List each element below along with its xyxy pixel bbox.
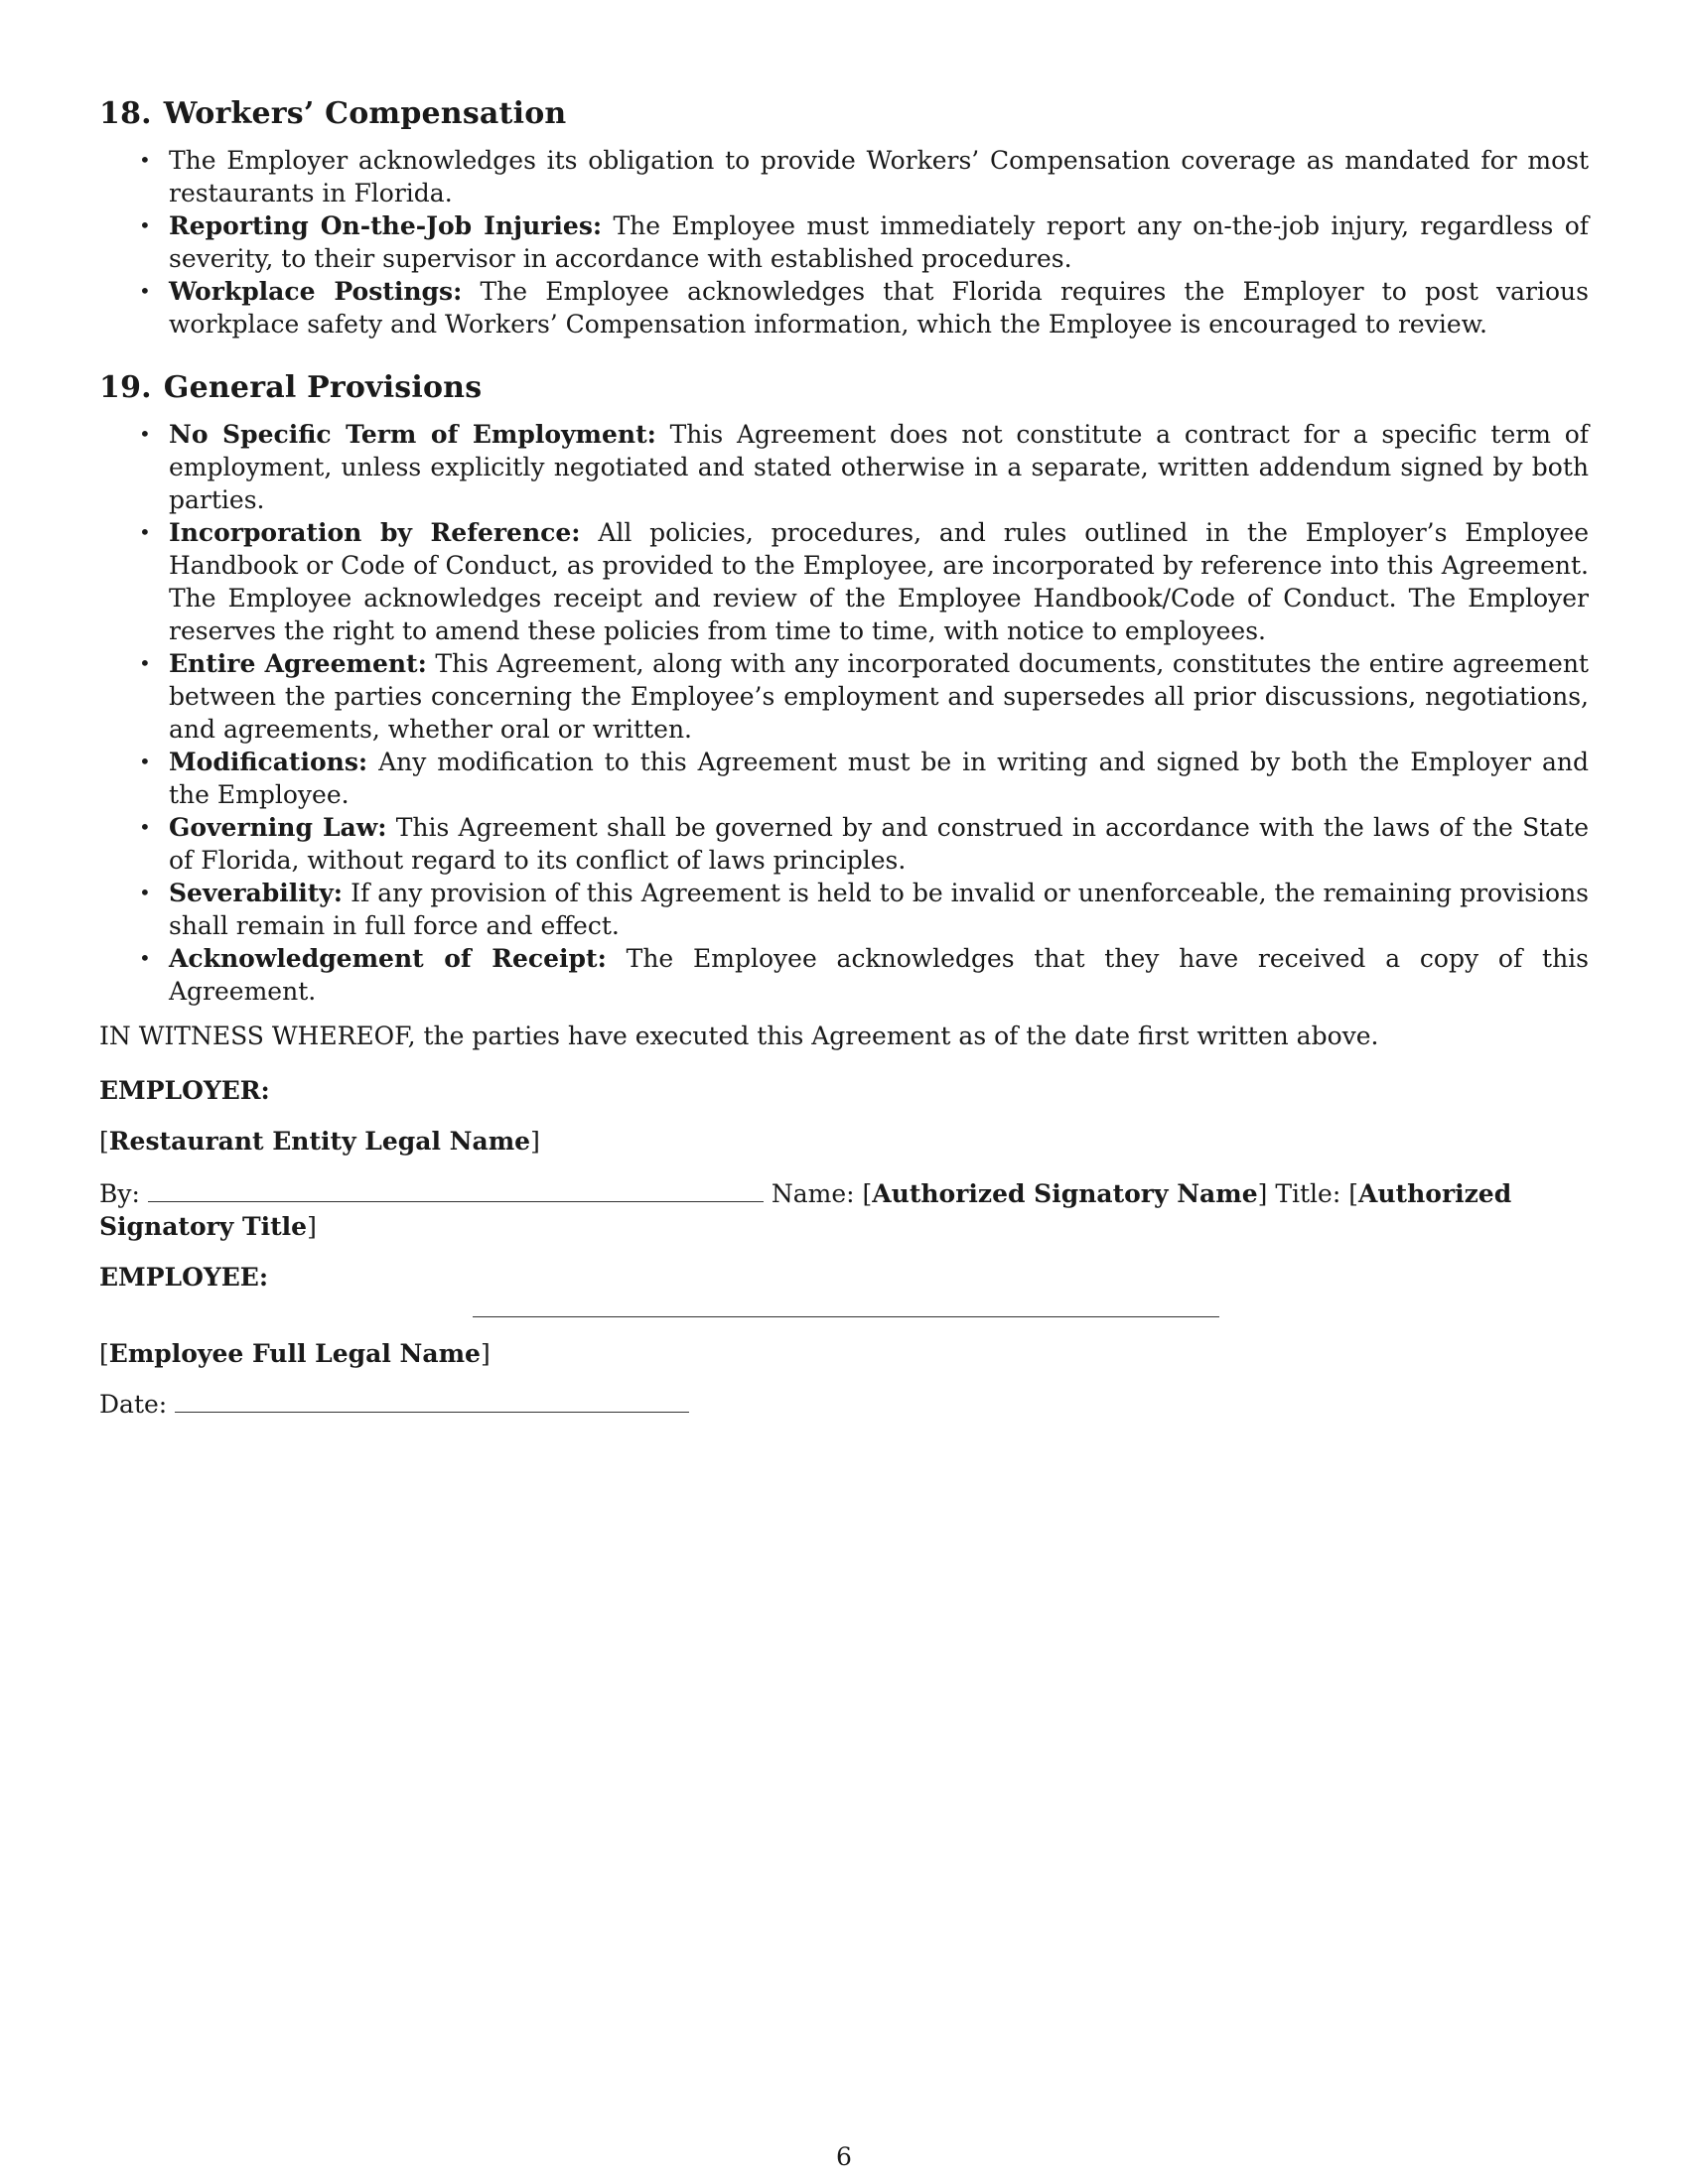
item-text: This Agreement shall be governed by and construed in accordance with the laws of the State of Florida, without regard to its conflict of laws principles. bbox=[169, 813, 1589, 875]
employee-date-block bbox=[99, 1386, 1589, 1421]
bullet-icon: • bbox=[139, 946, 151, 970]
item-label: Modifications: bbox=[169, 748, 368, 776]
item-label: Acknowledgement of Receipt: bbox=[169, 944, 607, 973]
item-label: Severability: bbox=[169, 879, 344, 907]
witness-clause: IN WITNESS WHEREOF, the parties have executed this Agreement as of the date first written above. bbox=[99, 1022, 1379, 1050]
section-18-list bbox=[99, 144, 1589, 341]
section-general-provisions bbox=[99, 368, 1589, 1052]
list-item bbox=[99, 275, 1589, 341]
document-page bbox=[99, 94, 1589, 1421]
list-item bbox=[99, 746, 1589, 811]
employer-entity-line: [Restaurant Entity Legal Name] bbox=[99, 1127, 540, 1156]
title-label: Title: bbox=[1275, 1179, 1341, 1208]
item-label: No Specific Term of Employment: bbox=[169, 420, 656, 449]
list-item bbox=[99, 877, 1589, 942]
section-heading bbox=[99, 368, 1589, 408]
item-label: Incorporation by Reference: bbox=[169, 518, 581, 547]
item-label: Entire Agreement: bbox=[169, 649, 427, 678]
list-item bbox=[99, 647, 1589, 746]
employer-signature-block: By: Name: [Authorized Signatory Name] Title: [Authorized Signatory Title] bbox=[99, 1175, 1589, 1243]
item-text: If any provision of this Agreement is held to be invalid or unenforceable, the remaining provisions shall remain in full force and effect. bbox=[169, 879, 1590, 940]
section-number: 19. bbox=[99, 370, 152, 405]
item-text: This Agreement does not constitute a contract for a specific term of employment, unless explicitly negotiated and stated otherwise in a separate, written addendum signed by both parties. bbox=[169, 420, 1589, 514]
item-text: The Employee must immediately report any on-the-job injury, regardless of severity, to their supervisor in accordance with established procedures. bbox=[169, 211, 1589, 273]
bullet-icon: • bbox=[139, 148, 151, 172]
employer-entity-name: Restaurant Entity Legal Name bbox=[108, 1127, 531, 1156]
item-label: Reporting On-the-Job Injuries: bbox=[169, 211, 603, 240]
item-text: Any modification to this Agreement must be in writing and signed by both the Employer and the Employee. bbox=[169, 748, 1590, 809]
employee-heading: EMPLOYEE: bbox=[99, 1263, 269, 1292]
bullet-icon: • bbox=[139, 520, 151, 544]
bullet-icon: • bbox=[139, 213, 151, 237]
section-number: 18. bbox=[99, 96, 152, 131]
name-label: Name: bbox=[771, 1179, 855, 1208]
by-label: By: bbox=[99, 1179, 140, 1208]
item-text: The Employer acknowledges its obligation to provide Workers’ Compensation coverage as mandated for most restaurants in Florida. bbox=[169, 146, 1589, 207]
item-text: The Employee acknowledges that Florida requires the Employer to post various workplace safety and Workers’ Compensation information, which the Employee is encouraged to review. bbox=[169, 277, 1589, 339]
item-label: Governing Law: bbox=[169, 813, 387, 842]
bullet-icon: • bbox=[139, 422, 151, 446]
date-line[interactable] bbox=[175, 1386, 689, 1413]
bullet-icon: • bbox=[139, 815, 151, 839]
list-item bbox=[99, 144, 1589, 209]
section-workers-compensation bbox=[99, 94, 1589, 341]
authorized-signatory-name: Authorized Signatory Name bbox=[872, 1179, 1258, 1208]
employer-signature-line[interactable] bbox=[148, 1175, 764, 1202]
date-label: Date: bbox=[99, 1390, 168, 1419]
page-number: 6 bbox=[836, 2142, 852, 2171]
section-heading bbox=[99, 94, 1589, 134]
section-title: General Provisions bbox=[163, 370, 483, 405]
bullet-icon: • bbox=[139, 279, 151, 303]
section-title: Workers’ Compensation bbox=[163, 96, 567, 131]
item-text: This Agreement, along with any incorporated documents, constitutes the entire agreement between the parties concerning the Employee’s employment and supersedes all prior discussions, negotiations, and agreements, whether oral or written. bbox=[169, 649, 1589, 744]
list-item bbox=[99, 811, 1589, 877]
employee-name-line: [Employee Full Legal Name] bbox=[99, 1339, 491, 1368]
employer-heading: EMPLOYER: bbox=[99, 1076, 270, 1105]
section-19-list bbox=[99, 418, 1589, 1008]
bullet-icon: • bbox=[139, 881, 151, 904]
item-text: All policies, procedures, and rules outlined in the Employer’s Employee Handbook or Code of Conduct, as provided to the Employee, are incorporated by reference into this Agreement. The Employee acknowledges receipt and review of the Employee Handbook/Code of Conduct. The Employer reserves the right to amend these policies from time to time, with notice to employees. bbox=[169, 518, 1589, 645]
employee-signature-line[interactable] bbox=[473, 1315, 1219, 1317]
list-item bbox=[99, 516, 1589, 647]
list-item bbox=[99, 418, 1589, 516]
item-text: The Employee acknowledges that they have received a copy of this Agreement. bbox=[169, 944, 1590, 1006]
authorized-signatory-title: Authorized Signatory Title bbox=[99, 1179, 1512, 1241]
employee-full-name: Employee Full Legal Name bbox=[108, 1339, 481, 1368]
bullet-icon: • bbox=[139, 750, 151, 773]
list-item bbox=[99, 209, 1589, 275]
list-item bbox=[99, 942, 1589, 1008]
bullet-icon: • bbox=[139, 651, 151, 675]
item-label: Workplace Postings: bbox=[169, 277, 463, 306]
